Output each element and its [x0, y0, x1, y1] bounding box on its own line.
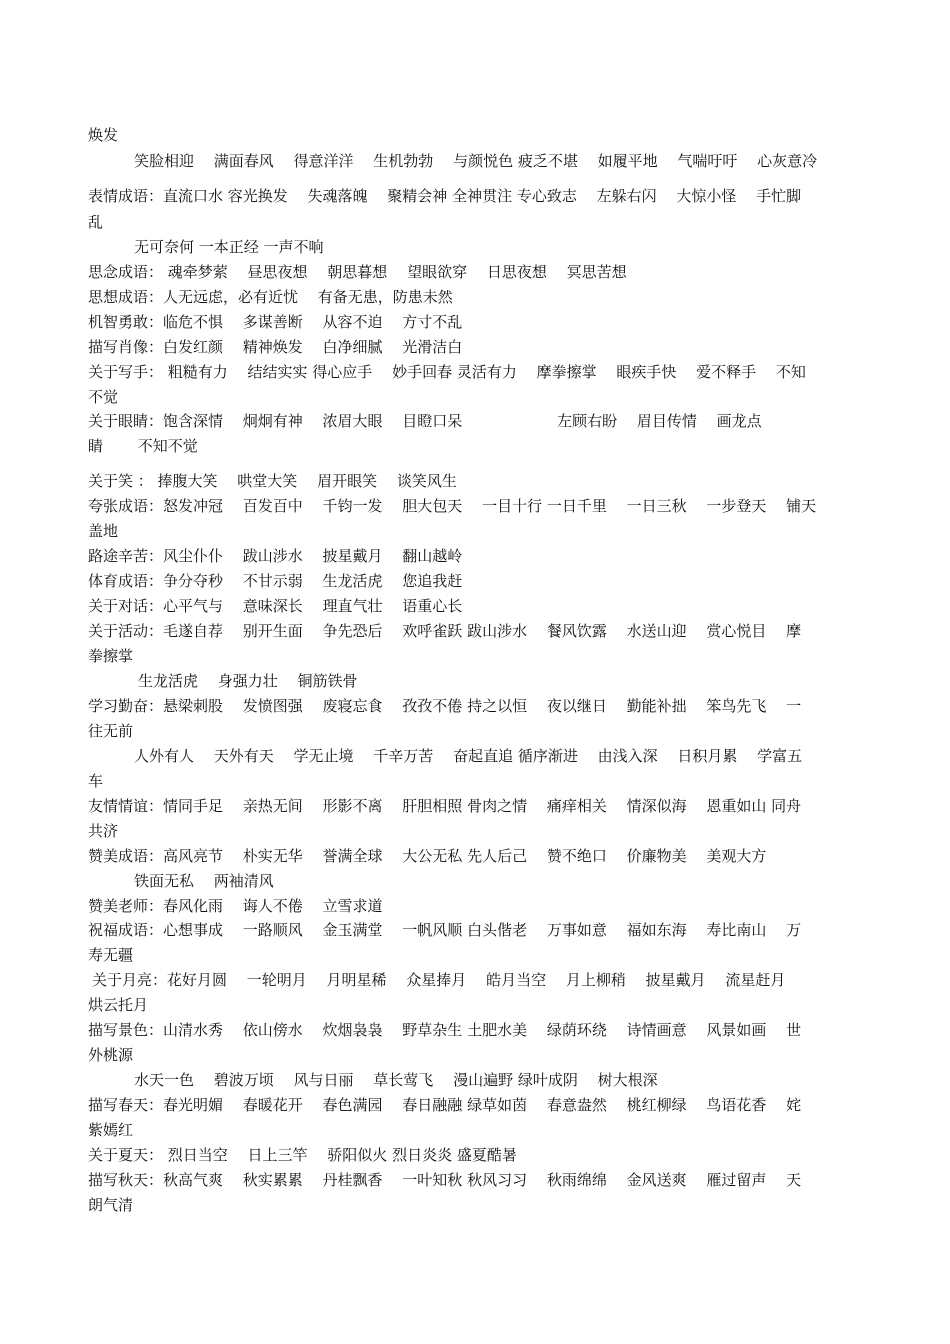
text-line: 学习勤奋：悬梁刺股 发愤图强 废寝忘食 孜孜不倦 持之以恒 夜以继日 勤能补拙 笨鸟先飞 一 — [88, 697, 802, 715]
text-line: 描写秋天：秋高气爽 秋实累累 丹桂飘香 一叶知秋 秋风习习 秋雨绵绵 金风送爽 雁过留声 天 — [88, 1171, 802, 1189]
text-line: 烘云托月 — [88, 996, 149, 1014]
text-line: 关于夏天： 烈日当空 日上三竿 骄阳似火 烈日炎炎 盛夏酷暑 — [88, 1146, 517, 1164]
text-line: 友情情谊：情同手足 亲热无间 形影不离 肝胆相照 骨肉之情 痛痒相关 情深似海 恩重如山 同舟 — [88, 797, 802, 815]
text-line: 路途辛苦：风尘仆仆 跋山涉水 披星戴月 翻山越岭 — [88, 547, 463, 565]
text-line: 思想成语：人无远虑，必有近忧 有备无患，防患未然 — [88, 288, 453, 306]
text-line: 关于月亮：花好月圆 一轮明月 月明星稀 众星捧月 皓月当空 月上柳稍 披星戴月 流星赶月 — [92, 971, 786, 989]
text-line: 无可奈何 一本正经 一声不响 — [134, 238, 324, 256]
text-line: 拳擦掌 — [88, 647, 134, 665]
text-line: 夸张成语：怒发冲冠 百发百中 千钧一发 胆大包天 一目十行 一日千里 一日三秋 一步登天 铺天 — [88, 497, 817, 515]
text-line: 外桃源 — [88, 1046, 134, 1064]
text-line: 关于对话：心平气与 意味深长 理直气壮 语重心长 — [88, 597, 463, 615]
text-line: 祝福成语：心想事成 一路顺风 金玉满堂 一帆风顺 白头偕老 万事如意 福如东海 寿比南山 万 — [88, 921, 802, 939]
text-line: 描写景色：山清水秀 依山傍水 炊烟袅袅 野草杂生 土肥水美 绿荫环绕 诗情画意 风景如画 世 — [88, 1021, 802, 1039]
text-line: 表情成语：直流口水 容光换发 失魂落魄 聚精会神 全神贯注 专心致志 左躲右闪 大惊小怪 手忙脚 — [88, 187, 802, 205]
text-line: 紫嫣红 — [88, 1121, 134, 1139]
text-line: 焕发 — [88, 126, 119, 144]
text-line: 关于眼睛：饱含深情 炯炯有神 浓眉大眼 目瞪口呆 左顾右盼 眉目传情 画龙点 — [88, 412, 762, 430]
text-line: 不觉 — [88, 388, 119, 406]
text-line: 铁面无私 两袖清风 — [134, 872, 274, 890]
text-line: 关于笑 ： 捧腹大笑 哄堂大笑 眉开眼笑 谈笑风生 — [88, 472, 457, 490]
text-line: 机智勇敢：临危不惧 多谋善断 从容不迫 方寸不乱 — [88, 313, 463, 331]
text-line: 生龙活虎 身强力壮 铜筋铁骨 — [138, 672, 358, 690]
text-line: 关于写手： 粗糙有力 结结实实 得心应手 妙手回春 灵活有力 摩拳擦掌 眼疾手快 爱不释手 不知 — [88, 363, 806, 381]
text-line: 描写春天：春光明媚 春暖花开 春色满园 春日融融 绿草如茵 春意盎然 桃红柳绿 鸟语花香 姹 — [88, 1096, 802, 1114]
text-line: 车 — [88, 772, 104, 790]
text-line: 笑脸相迎 满面春风 得意洋洋 生机勃勃 与颜悦色 疲乏不堪 如履平地 气喘吁吁 心灰意冷 — [134, 152, 818, 170]
text-line: 睛 不知不觉 — [88, 437, 198, 455]
text-line: 赞美老师：春风化雨 诲人不倦 立雪求道 — [88, 897, 383, 915]
text-line: 往无前 — [88, 722, 134, 740]
text-line: 思念成语： 魂牵梦萦 昼思夜想 朝思暮想 望眼欲穿 日思夜想 冥思苦想 — [88, 263, 627, 281]
text-line: 水天一色 碧波万顷 风与日丽 草长莺飞 漫山遍野 绿叶成阴 树大根深 — [134, 1071, 658, 1089]
text-line: 盖地 — [88, 522, 119, 540]
text-line: 人外有人 天外有天 学无止境 千辛万苦 奋起直追 循序渐进 由浅入深 日积月累 学富五 — [134, 747, 803, 765]
text-line: 体育成语：争分夺秒 不甘示弱 生龙活虎 您追我赶 — [88, 572, 463, 590]
text-line: 乱 — [88, 213, 104, 231]
text-line: 关于活动：毛遂自荐 别开生面 争先恐后 欢呼雀跃 跋山涉水 餐风饮露 水送山迎 赏心悦目 摩 — [88, 622, 802, 640]
text-line: 描写肖像：白发红颜 精神焕发 白净细腻 光滑洁白 — [88, 338, 463, 356]
text-line: 赞美成语：高风亮节 朴实无华 誉满全球 大公无私 先人后己 赞不绝口 价廉物美 美观大方 — [88, 847, 767, 865]
text-line: 朗气清 — [88, 1196, 134, 1214]
text-line: 寿无疆 — [88, 946, 134, 964]
text-line: 共济 — [88, 822, 119, 840]
